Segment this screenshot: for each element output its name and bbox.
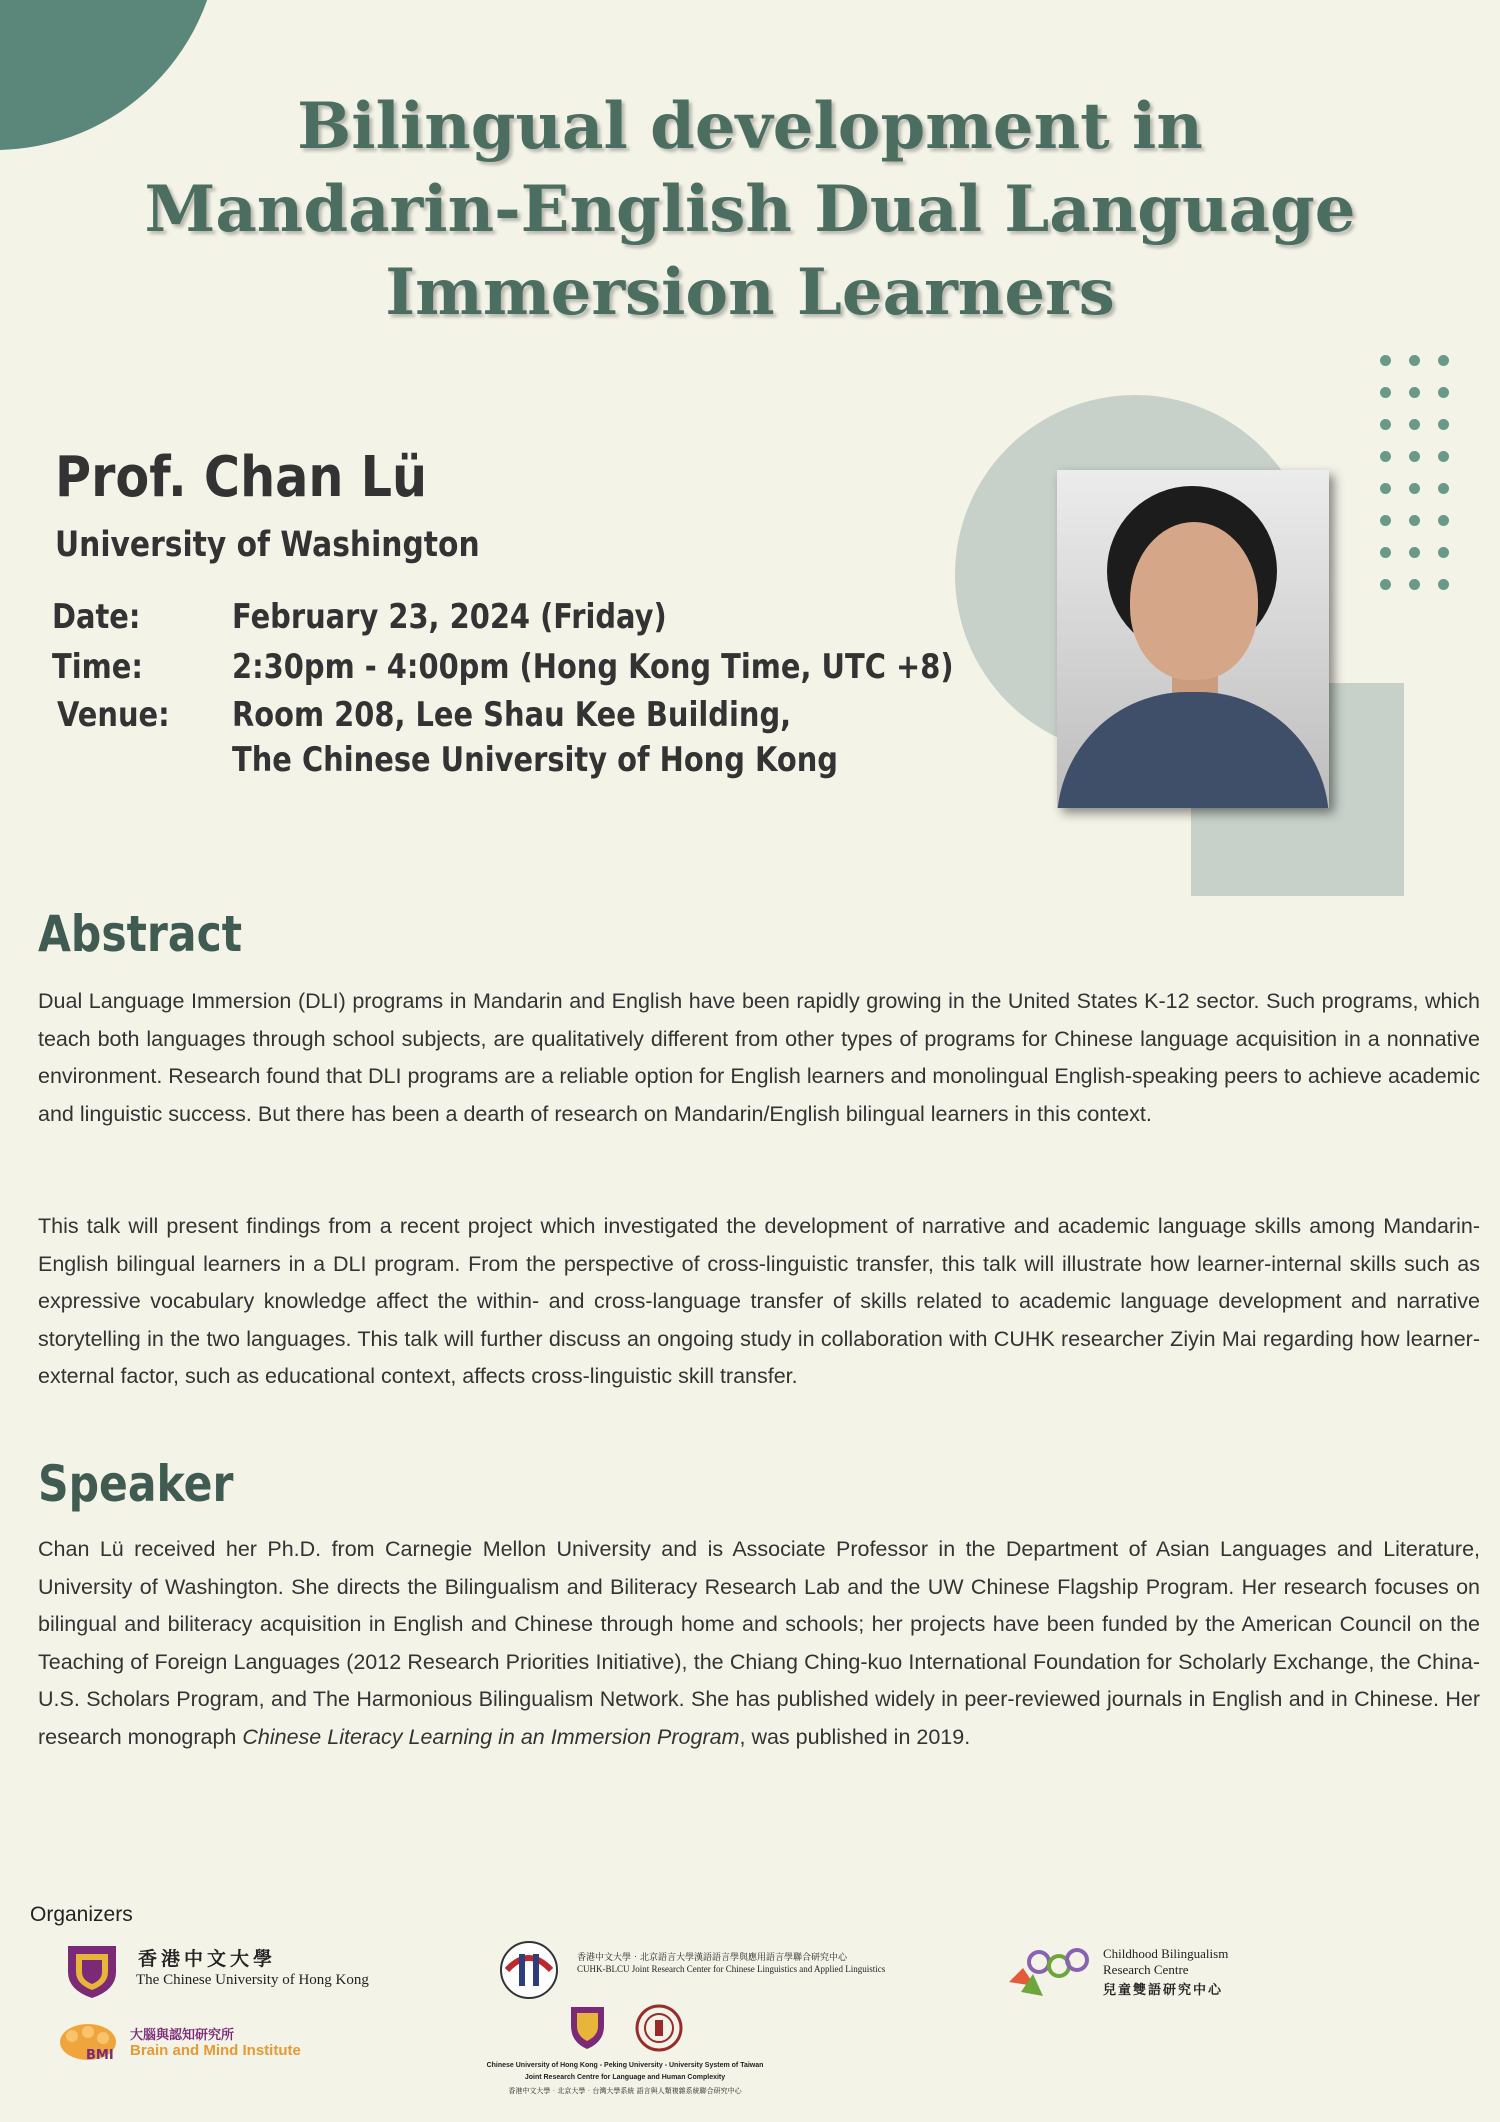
- cbrc-logo: [1005, 1942, 1265, 2002]
- monograph-title: Chinese Literacy Learning in an Immersion Program: [242, 1724, 740, 1749]
- speaker-name: Prof. Chan Lü: [55, 445, 428, 510]
- venue-line-1: Room 208, Lee Shau Kee Building,: [232, 695, 792, 735]
- cbrc-name-en-1: Childhood Bilingualism: [1103, 1946, 1229, 1961]
- cuhk-crest-icon: [60, 1942, 124, 2000]
- cuhk-crest-small-icon: [565, 2004, 610, 2052]
- bmi-logo: [58, 2020, 318, 2080]
- venue-line-2: The Chinese University of Hong Kong: [232, 740, 838, 780]
- title-line-2: Mandarin-English Dual Language: [144, 172, 1356, 247]
- cbrc-name-en-2: Research Centre: [1103, 1962, 1189, 1977]
- cuhk-name-cn: 香港中文大學: [138, 1948, 277, 1970]
- organizers-label: Organizers: [30, 1903, 133, 1926]
- event-title: [80, 85, 1420, 334]
- cbrc-emblem-icon: [1005, 1942, 1101, 1998]
- bmi-name-cn: 大腦與認知研究所: [130, 2028, 235, 2043]
- speaker-bio: Chan Lü received her Ph.D. from Carnegie Mellon University and is Associate Professor in the Department of Asian Languages and Literature, University of Washington. She directs the Bilingualism and Biliteracy Research Lab and the UW Chinese Flagship Program. Her research focuses on bilingual and biliteracy acquisition in English and Chinese through home and schools; her projects have been funded by the American Council on the Teaching of Foreign Languages (2012 Research Priorities Initiative), the Chiang Ching-kuo International Foundation for Scholarly Exchange, the China-U.S. Scholars Program, and The Harmonious Bilingualism Network. She has published widely in peer-reviewed journals in English and in Chinese. Her research monograph Chinese Literacy Learning in an Immersion Program, was published in 2019.: [38, 1537, 1480, 1749]
- abstract-paragraph-2: This talk will present findings from a recent project which investigated the development of narrative and academic language skills among Mandarin-English bilingual learners in a DLI program. From the perspective of cross-linguistic transfer, this talk will illustrate how learner-internal skills such as expressive vocabulary knowledge affect the within- and cross-language transfer of skills related to academic language development and narrative storytelling in the two languages. This talk will further discuss an ongoing study in collaboration with CUHK researcher Ziyin Mai regarding how learner-external factor, such as educational context, affects cross-linguistic skill transfer.: [38, 1214, 1480, 1388]
- cuhk-blcu-logo: [485, 1940, 925, 2000]
- cuhk-logo: [60, 1942, 380, 2002]
- date-label: Date:: [52, 597, 141, 637]
- time-label: Time:: [52, 647, 143, 687]
- blcu-name-en: CUHK-BLCU Joint Research Center for Chinese Linguistics and Applied Linguistics: [577, 1964, 886, 1974]
- date-value: February 23, 2024 (Friday): [232, 597, 667, 637]
- joint-centre-logo: [470, 2004, 780, 2104]
- time-value: 2:30pm - 4:00pm (Hong Kong Time, UTC +8): [232, 647, 954, 687]
- abstract-paragraph-1: Dual Language Immersion (DLI) programs in Mandarin and English have been rapidly growing in the United States K-12 sector. Such programs, which teach both languages through school subjects, are qualitatively different from other types of programs for Chinese language acquisition in a nonnative environment. Research found that DLI programs are a reliable option for English learners and monolingual English-speaking peers to achieve academic and linguistic success. But there has been a dearth of research on Mandarin/English bilingual learners in this context.: [38, 989, 1480, 1126]
- dot-grid-decoration: [1380, 355, 1476, 611]
- joint-line-1: Chinese University of Hong Kong - Peking University - University System of Taiwan: [486, 2062, 764, 2069]
- joint-line-3: 香港中文大學‧北京大學‧台灣大學系統 語言與人類複雜系統聯合研究中心: [508, 2087, 742, 2095]
- venue-label: Venue:: [57, 695, 170, 735]
- blcu-emblem-icon: [485, 1940, 573, 2000]
- speaker-affiliation: University of Washington: [55, 525, 480, 565]
- title-line-1: Bilingual development in: [297, 89, 1203, 164]
- cuhk-name-en: The Chinese University of Hong Kong: [136, 1972, 369, 1988]
- speaker-heading: Speaker: [38, 1455, 234, 1513]
- joint-line-2: Joint Research Centre for Language and Human Complexity: [524, 2074, 726, 2081]
- bmi-mark: BMI: [86, 2048, 114, 2063]
- speaker-photo: [1057, 470, 1329, 808]
- title-line-3: Immersion Learners: [385, 255, 1115, 330]
- blcu-name-cn: 香港中文大學‧北京語言大學漢語語言學與應用語言學聯合研究中心: [577, 1952, 848, 1962]
- bmi-name-en: Brain and Mind Institute: [130, 2042, 301, 2059]
- cbrc-name-cn: 兒童雙語研究中心: [1103, 1983, 1224, 1998]
- pku-seal-icon: [635, 2004, 683, 2052]
- abstract-heading: Abstract: [38, 905, 243, 963]
